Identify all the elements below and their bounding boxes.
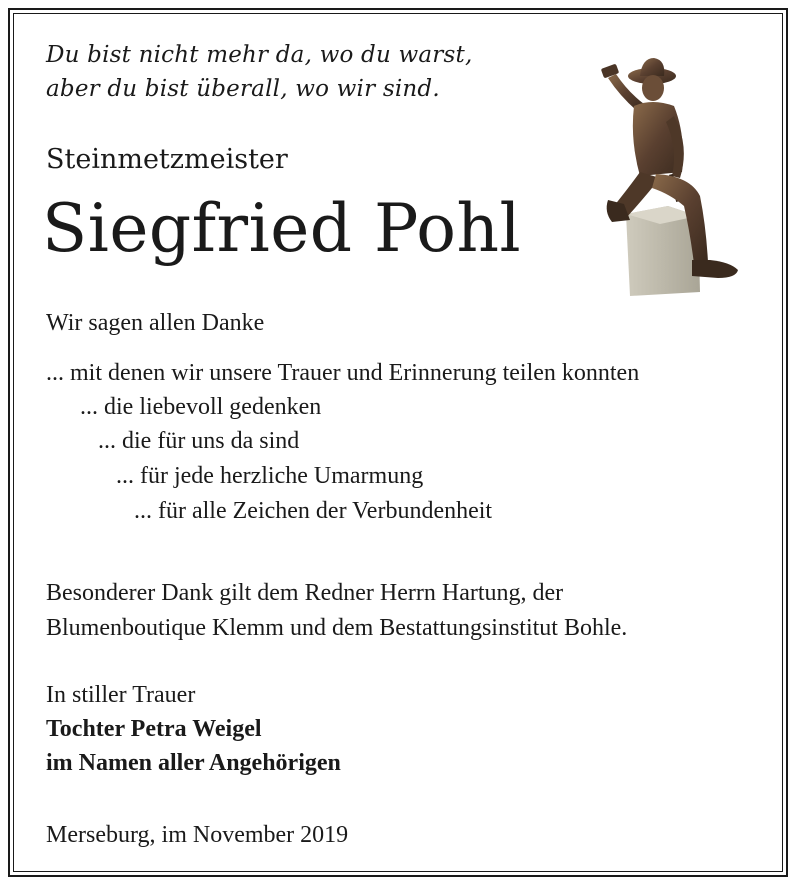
thanks-line: ... mit denen wir unsere Trauer und Erinnerung teilen konnten [46,360,640,386]
special-thanks-line: Blumenboutique Klemm und dem Bestattungsinstitut Bohle. [46,615,628,641]
motto-line-2: aber du bist überall, wo wir sind. [46,76,440,102]
mourning-intro: In stiller Trauer [46,682,196,708]
thanks-intro: Wir sagen allen Danke [46,310,265,336]
thanks-line: ... für alle Zeichen der Verbundenheit [134,498,493,524]
thanks-line: ... die liebevoll gedenken [80,394,322,420]
place-date: Merseburg, im November 2019 [46,822,349,848]
motto-line-1: Du bist nicht mehr da, wo du warst, [46,42,473,68]
deceased-name: Siegfried Pohl [42,190,522,267]
signatory-name: Tochter Petra Weigel [46,716,262,742]
stonemason-bronze-figure-icon [590,56,750,301]
special-thanks-line: Besonderer Dank gilt dem Redner Herrn Hartung, der [46,580,564,606]
thanks-line: ... die für uns da sind [98,428,300,454]
thanks-line: ... für jede herzliche Umarmung [116,463,424,489]
profession-title: Steinmetzmeister [46,144,288,175]
signatory-relation: im Namen aller Angehörigen [46,750,341,776]
